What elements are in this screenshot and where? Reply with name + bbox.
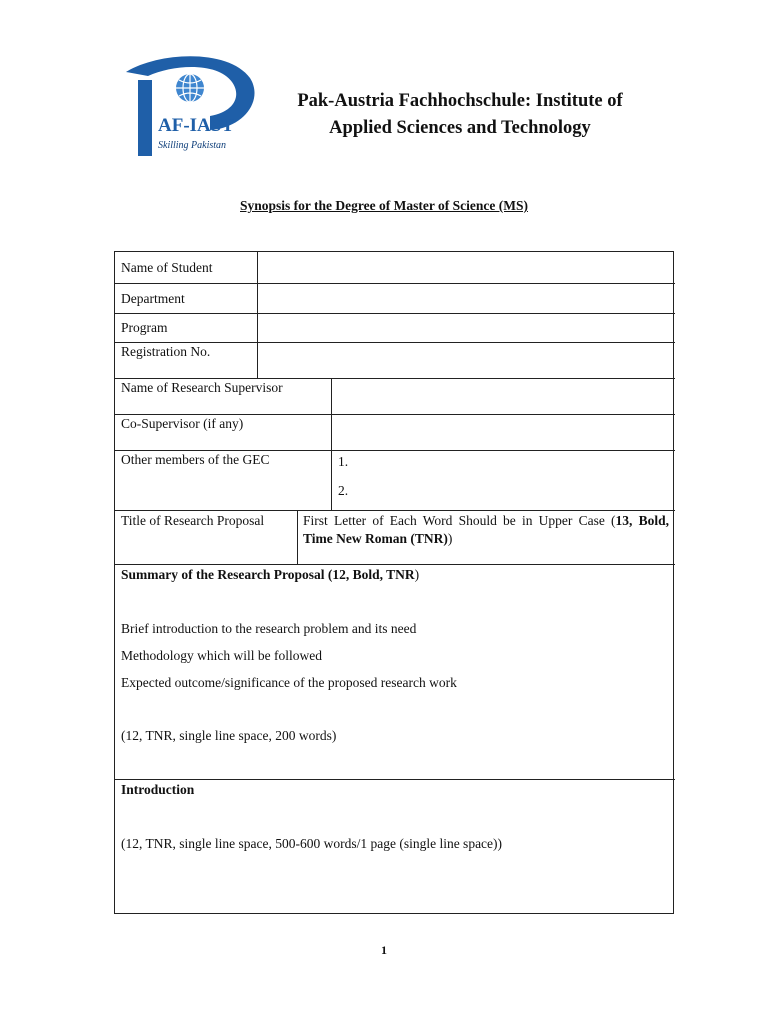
institute-name — [270, 88, 650, 142]
institute-logo — [118, 50, 263, 162]
title-hint-close: ) — [447, 531, 453, 546]
co-supervisor-label: Co-Supervisor (if any) — [121, 416, 244, 431]
gec-member-2[interactable]: 2. — [338, 483, 349, 498]
summary-heading — [121, 566, 419, 584]
research-title-field[interactable] — [303, 512, 669, 548]
registration-no-label: Registration No. — [121, 344, 211, 359]
document-title: Synopsis for the Degree of Master of Science (MS) — [240, 198, 528, 213]
name-of-student-label: Name of Student — [121, 260, 213, 275]
title-hint-bold-size: 13, — [615, 513, 633, 528]
name-of-student-field[interactable] — [257, 252, 675, 283]
institute-name-line1: Pak-Austria Fachhochschule: Institute of — [297, 91, 623, 111]
registration-no-field[interactable] — [257, 342, 675, 378]
research-supervisor-field[interactable] — [331, 378, 675, 414]
page-number: 1 — [381, 943, 387, 957]
gec-members-label: Other members of the GEC — [121, 452, 270, 467]
title-hint-bold-font: Bold, Time New Roman (TNR) — [303, 513, 670, 546]
logo-text: AF-IAST — [158, 115, 235, 136]
research-title-label: Title of Research Proposal — [121, 513, 265, 528]
summary-line-methodology: Methodology which will be followed — [121, 648, 322, 663]
introduction-format-note: (12, TNR, single line space, 500-600 words/1 page (single line space)) — [121, 836, 503, 851]
summary-heading-format: (12, Bold, TNR) — [327, 567, 420, 582]
gec-member-1[interactable]: 1. — [338, 454, 349, 469]
department-label: Department — [121, 291, 185, 306]
summary-format-note: (12, TNR, single line space, 200 words) — [121, 728, 337, 743]
paf-iast-logo-icon — [118, 50, 263, 162]
introduction-heading: Introduction — [121, 782, 195, 797]
department-field[interactable] — [257, 283, 675, 313]
program-field[interactable] — [257, 313, 675, 342]
institute-name-line2: Applied Sciences and Technology — [329, 118, 591, 138]
summary-heading-text: Summary of the Research Proposal — [121, 567, 325, 582]
co-supervisor-field[interactable] — [331, 414, 675, 450]
summary-line-intro: Brief introduction to the research problem and its need — [121, 621, 417, 636]
logo-tagline: Skilling Pakistan — [158, 140, 227, 151]
synopsis-form — [114, 251, 674, 914]
program-label: Program — [121, 320, 168, 335]
research-supervisor-label: Name of Research Supervisor — [121, 380, 283, 395]
summary-line-outcome: Expected outcome/significance of the proposed research work — [121, 675, 457, 690]
title-hint-text: First Letter of Each Word Should be in Upper Case ( — [303, 513, 616, 528]
